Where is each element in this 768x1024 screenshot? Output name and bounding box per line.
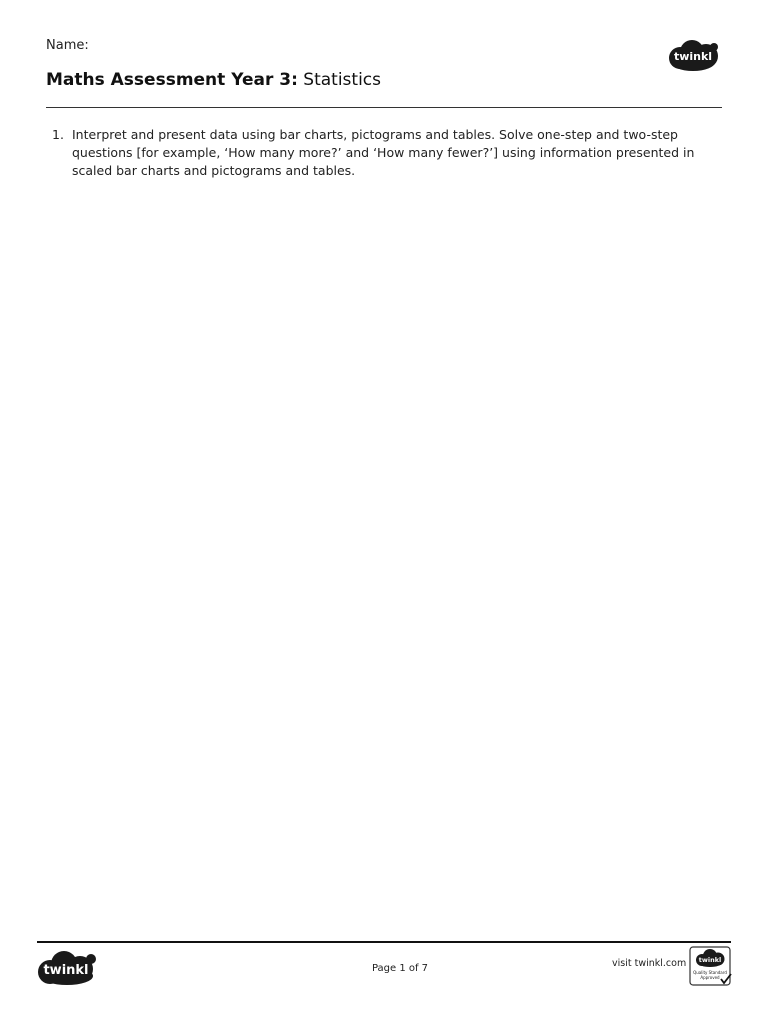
page-number: Page 1 of 7 — [371, 963, 429, 974]
twinkl-logo — [666, 38, 720, 72]
footer-divider — [37, 941, 731, 943]
question-text: Interpret and present data using bar charts, pictograms and tables. Solve one-step and two-step questions [for example, ‘How many more?’ and ‘How many fewer?’] using information presented in scaled bar charts and pictograms and tables. — [72, 127, 695, 178]
name-label: Name: — [46, 38, 89, 53]
visit-link[interactable]: visit twinkl.com — [612, 958, 687, 969]
badge-line-2: Approved — [700, 975, 720, 980]
badge-line-1: Quality Standard — [693, 970, 727, 975]
question-number: 1. — [52, 127, 64, 142]
badge-logo-text: twinkl — [698, 956, 722, 964]
question-item — [52, 126, 702, 180]
title-topic: Statistics — [303, 70, 382, 90]
title-bold: Maths Assessment Year 3: — [46, 70, 298, 90]
header-logo-text: twinkl — [673, 50, 713, 63]
quality-standard-badge — [689, 946, 733, 986]
header-divider — [46, 107, 722, 108]
page-title — [46, 70, 381, 90]
footer-logo-text: twinkl — [43, 963, 89, 978]
